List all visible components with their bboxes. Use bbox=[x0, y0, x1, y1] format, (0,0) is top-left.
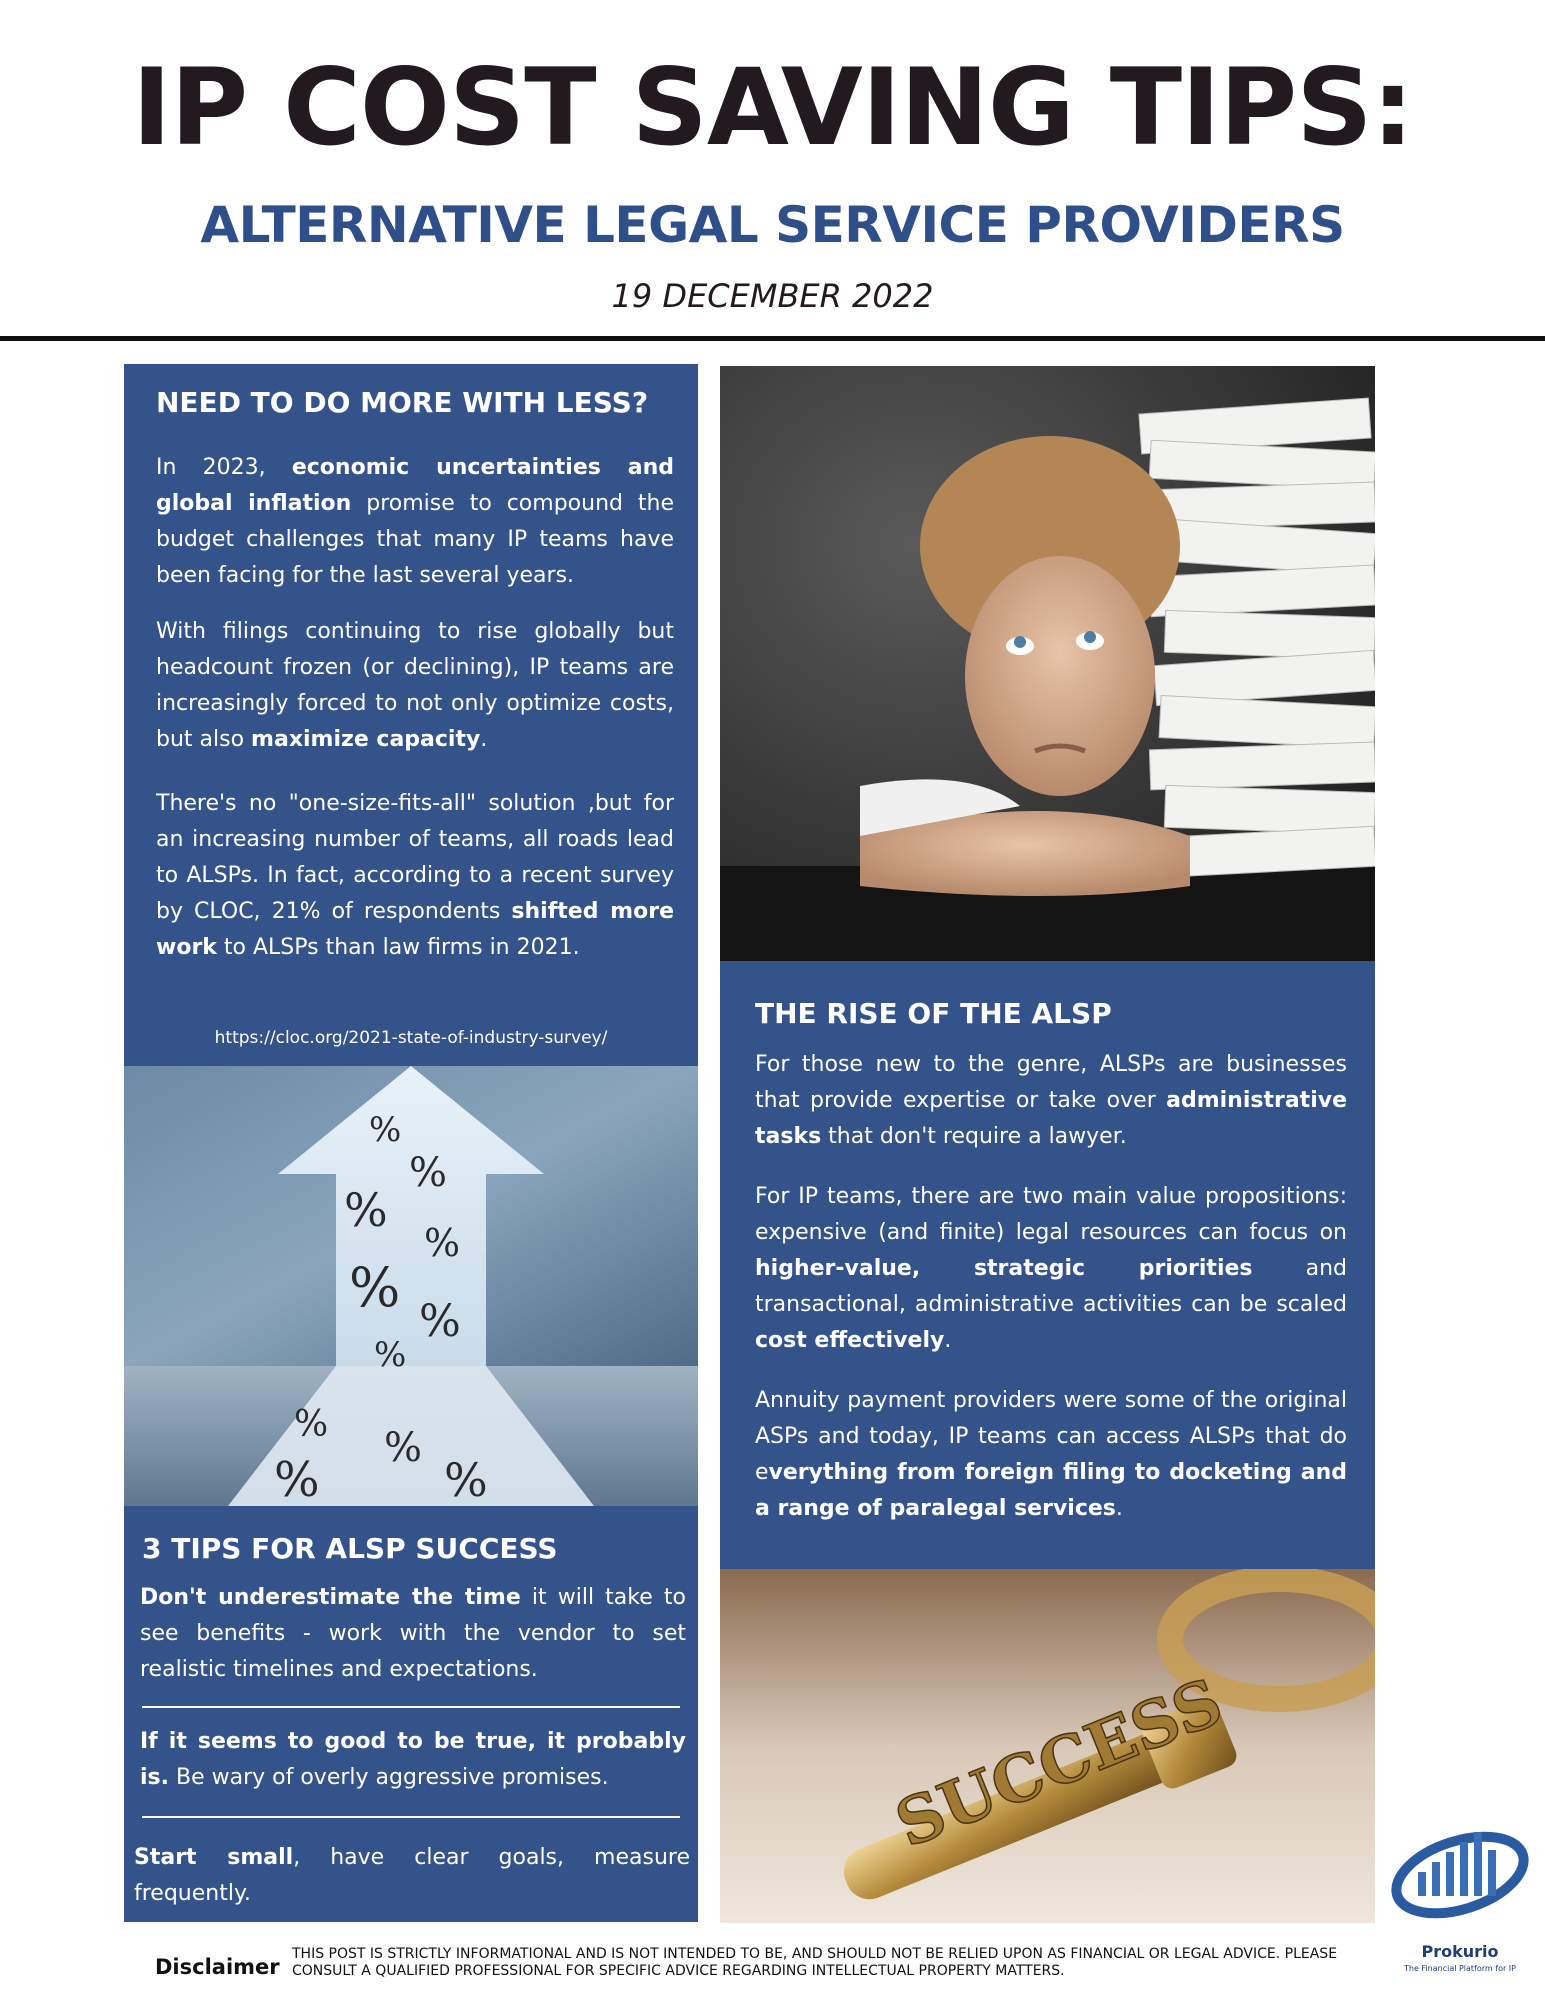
publish-date: 19 DECEMBER 2022 bbox=[611, 277, 934, 315]
tip-1 bbox=[140, 1580, 686, 1688]
key-word: SUCCESS bbox=[885, 1664, 1233, 1863]
tip-emphasis: Don't underestimate the time bbox=[140, 1585, 521, 1610]
svg-text:%: % bbox=[349, 1256, 401, 1319]
text-emphasis: shifted more work bbox=[156, 899, 674, 960]
tips-panel bbox=[124, 1506, 698, 1922]
rise-heading: THE RISE OF THE ALSP bbox=[755, 997, 1112, 1030]
percent-arrow-image bbox=[124, 1066, 698, 1506]
svg-text:%: % bbox=[419, 1296, 461, 1347]
text-run: . bbox=[1115, 1496, 1123, 1521]
text-run: There's no "one-size-fits-all" solution ,but for an increasing number of teams, all roads lead to ALSPs. In fact, according to a recent survey by CLOC, 21% of respondents bbox=[156, 791, 674, 924]
text-emphasis: higher-value, strategic priorities bbox=[755, 1256, 1253, 1281]
tip-divider bbox=[142, 1706, 680, 1708]
logo-name: Prokurio bbox=[1421, 1942, 1499, 1961]
text-run: that don't require a lawyer. bbox=[821, 1124, 1127, 1149]
rise-of-alsp-panel bbox=[720, 961, 1375, 1569]
svg-text:%: % bbox=[369, 1110, 402, 1150]
text-run: and transactional, administrative activities can be scaled bbox=[755, 1256, 1348, 1317]
svg-text:%: % bbox=[374, 1335, 407, 1375]
need-more-panel bbox=[124, 364, 698, 1066]
need-paragraph-2 bbox=[156, 614, 674, 758]
svg-text:%: % bbox=[294, 1404, 329, 1445]
text-run: For IP teams, there are two main value propositions: expensive (and finite) legal resources can focus on bbox=[755, 1184, 1347, 1245]
text-run: Annuity payment providers were some of the original ASPs and today, IP teams can access ALSPs that do e bbox=[755, 1388, 1347, 1485]
tip-3 bbox=[134, 1840, 690, 1912]
tip-text: it will take to see benefits - work with the vendor to set realistic timelines and expectations. bbox=[140, 1585, 686, 1682]
text-emphasis: administrative tasks bbox=[755, 1088, 1347, 1149]
text-emphasis: maximize capacity bbox=[251, 727, 481, 752]
disclaimer-label: Disclaimer bbox=[155, 1955, 280, 1979]
text-run: . bbox=[480, 727, 488, 752]
text-run: to ALSPs than law firms in 2021. bbox=[216, 935, 580, 960]
need-paragraph-1 bbox=[156, 450, 674, 594]
tip-emphasis: Start small bbox=[134, 1845, 294, 1870]
bar-chart-icon bbox=[1380, 1820, 1540, 1940]
stressed-worker-illustration bbox=[720, 366, 1375, 961]
text-run: promise to compound the budget challenges that many IP teams have been facing for the last several years. bbox=[156, 491, 675, 588]
tip-emphasis: If it seems to good to be true, it probably is. bbox=[140, 1729, 686, 1790]
stressed-worker-image bbox=[720, 366, 1375, 961]
need-more-heading: NEED TO DO MORE WITH LESS? bbox=[156, 386, 649, 419]
tip-divider bbox=[142, 1816, 680, 1818]
rise-paragraph-3 bbox=[755, 1383, 1347, 1527]
logo-tagline: The Financial Platform for IP bbox=[1403, 1964, 1516, 1973]
svg-text:%: % bbox=[444, 1453, 488, 1506]
disclaimer-text: THIS POST IS STRICTLY INFORMATIONAL AND IS NOT INTENDED TO BE, AND SHOULD NOT BE RELIED UPON AS FINANCIAL OR LEGAL ADVICE. PLEASE CONSULT A QUALIFIED PROFESSIONAL FOR SPECIFIC ADVICE REGARDING INTELLECTUAL PROPERTY MATTERS. bbox=[292, 1946, 1338, 1979]
text-run: With filings continuing to rise globally but headcount frozen (or declining), IP teams are increasingly forced to not only optimize costs, but also bbox=[156, 619, 674, 752]
text-run: For those new to the genre, ALSPs are businesses that provide expertise or take over bbox=[755, 1052, 1347, 1113]
need-paragraph-3 bbox=[156, 786, 674, 966]
tip-text: Be wary of overly aggressive promises. bbox=[169, 1765, 609, 1790]
rise-paragraph-2 bbox=[755, 1179, 1347, 1359]
tips-heading: 3 TIPS FOR ALSP SUCCESS bbox=[142, 1532, 558, 1565]
text-run: . bbox=[944, 1328, 952, 1353]
svg-text:%: % bbox=[424, 1221, 461, 1265]
text-emphasis: verything from foreign filing to docketing and a range of paralegal services bbox=[755, 1460, 1347, 1521]
text-emphasis: economic uncertainties and global inflation bbox=[156, 455, 674, 516]
header-divider bbox=[0, 336, 1545, 341]
svg-text:%: % bbox=[274, 1452, 320, 1506]
tip-text: , have clear goals, measure frequently. bbox=[134, 1845, 690, 1906]
need-more-body bbox=[156, 450, 674, 986]
svg-text:%: % bbox=[409, 1150, 448, 1196]
cloc-survey-link[interactable]: https://cloc.org/2021-state-of-industry-survey/ bbox=[214, 1028, 608, 1048]
text-emphasis: cost effectively bbox=[755, 1328, 945, 1353]
success-key-image bbox=[720, 1569, 1375, 1923]
rise-body bbox=[755, 1047, 1347, 1547]
rise-paragraph-1 bbox=[755, 1047, 1347, 1155]
tip-2 bbox=[140, 1724, 686, 1796]
page-title: IP COST SAVING TIPS: bbox=[132, 46, 1413, 169]
text-run: In 2023, bbox=[156, 455, 292, 480]
page-subtitle: ALTERNATIVE LEGAL SERVICE PROVIDERS bbox=[200, 196, 1345, 254]
percent-arrow-illustration bbox=[124, 1066, 698, 1506]
svg-text:%: % bbox=[384, 1425, 423, 1471]
success-key-illustration bbox=[720, 1569, 1375, 1923]
svg-text:%: % bbox=[344, 1183, 388, 1237]
